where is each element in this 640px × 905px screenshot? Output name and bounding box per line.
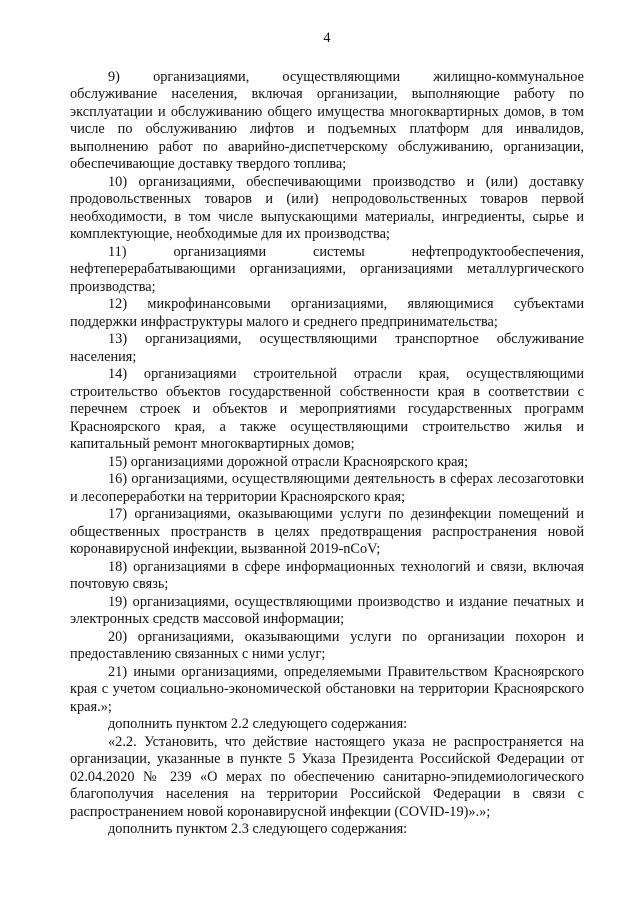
document-body xyxy=(70,69,584,839)
list-item-13: 13) организациями, осуществляющими транспортное обслуживание населения; xyxy=(70,331,584,365)
list-item-20: 20) организациями, оказывающими услуги по организации похорон и предоставлению связанных с ними услуг; xyxy=(70,628,584,662)
list-item-17: 17) организациями, оказывающими услуги по дезинфекции помещений и общественных пространств в целях предотвращения распространения новой коронавирусной инфекции, вызванной 2019-nCoV; xyxy=(70,506,584,557)
list-item-14: 14) организациями строительной отрасли края, осуществляющими строительство объектов государственной собственности края в соответствии с перечнем строек и объектов и мероприятиями государственных программ Красноярского края, а также осуществляющими строительство жилья и капитальный ремонт многоквартирных домов; xyxy=(70,366,584,452)
list-item-19: 19) организациями, осуществляющими производство и издание печатных и электронных средств массовой информации; xyxy=(70,593,584,627)
list-item-21: 21) иными организациями, определяемыми Правительством Красноярского края с учетом социально-экономической обстановки на территории Красноярского края.»; xyxy=(70,663,584,715)
amendment-intro-2-2: дополнить пунктом 2.2 следующего содержания: xyxy=(108,716,408,732)
list-item-18: 18) организациями в сфере информационных технологий и связи, включая почтовую связь; xyxy=(70,558,584,592)
list-item-10: 10) организациями, обеспечивающими производство и (или) доставку продовольственных товаров и (или) непродовольственных товаров первой необходимости, в том числе выпускающими материалы, ингредиенты, сырье и комплектующие, необходимые для их производства; xyxy=(70,173,584,242)
list-item-9: 9) организациями, осуществляющими жилищно-коммунальное обслуживание населения, включая организации, выполняющие работу по эксплуатации и обслуживанию общего имущества многоквартирных домов, в том числе по обслуживанию лифтов и подъемных платформ для инвалидов, выполнению работ по аварийно-диспетчерскому обслуживанию, организации, обеспечивающие доставку твердого топлива; xyxy=(70,68,584,172)
list-item-16: 16) организациями, осуществляющими деятельность в сферах лесозаготовки и лесопереработки на территории Красноярского края; xyxy=(70,471,584,505)
list-item-11: 11) организациями системы нефтепродуктообеспечения, нефтеперерабатывающими организациями, организациями металлургического производства; xyxy=(70,243,584,295)
list-item-12: 12) микрофинансовыми организациями, являющимися субъектами поддержки инфраструктуры малого и среднего предпринимательства; xyxy=(70,296,584,330)
page-number: 4 xyxy=(323,30,331,46)
list-item-15: 15) организациями дорожной отрасли Красноярского края; xyxy=(108,453,469,470)
clause-2-2: «2.2. Установить, что действие настоящего указа не распространяется на организации, указанные в пункте 5 Указа Президента Российской Федерации от 02.04.2020 № 239 «О мерах по обеспечению санитарно-эпидемиологического благополучия населения на территории Российской Федерации в связи с распространением новой коронавирусной инфекции (COVID-19)».»; xyxy=(70,733,584,820)
amendment-intro-2-3: дополнить пунктом 2.3 следующего содержания: xyxy=(108,821,408,837)
